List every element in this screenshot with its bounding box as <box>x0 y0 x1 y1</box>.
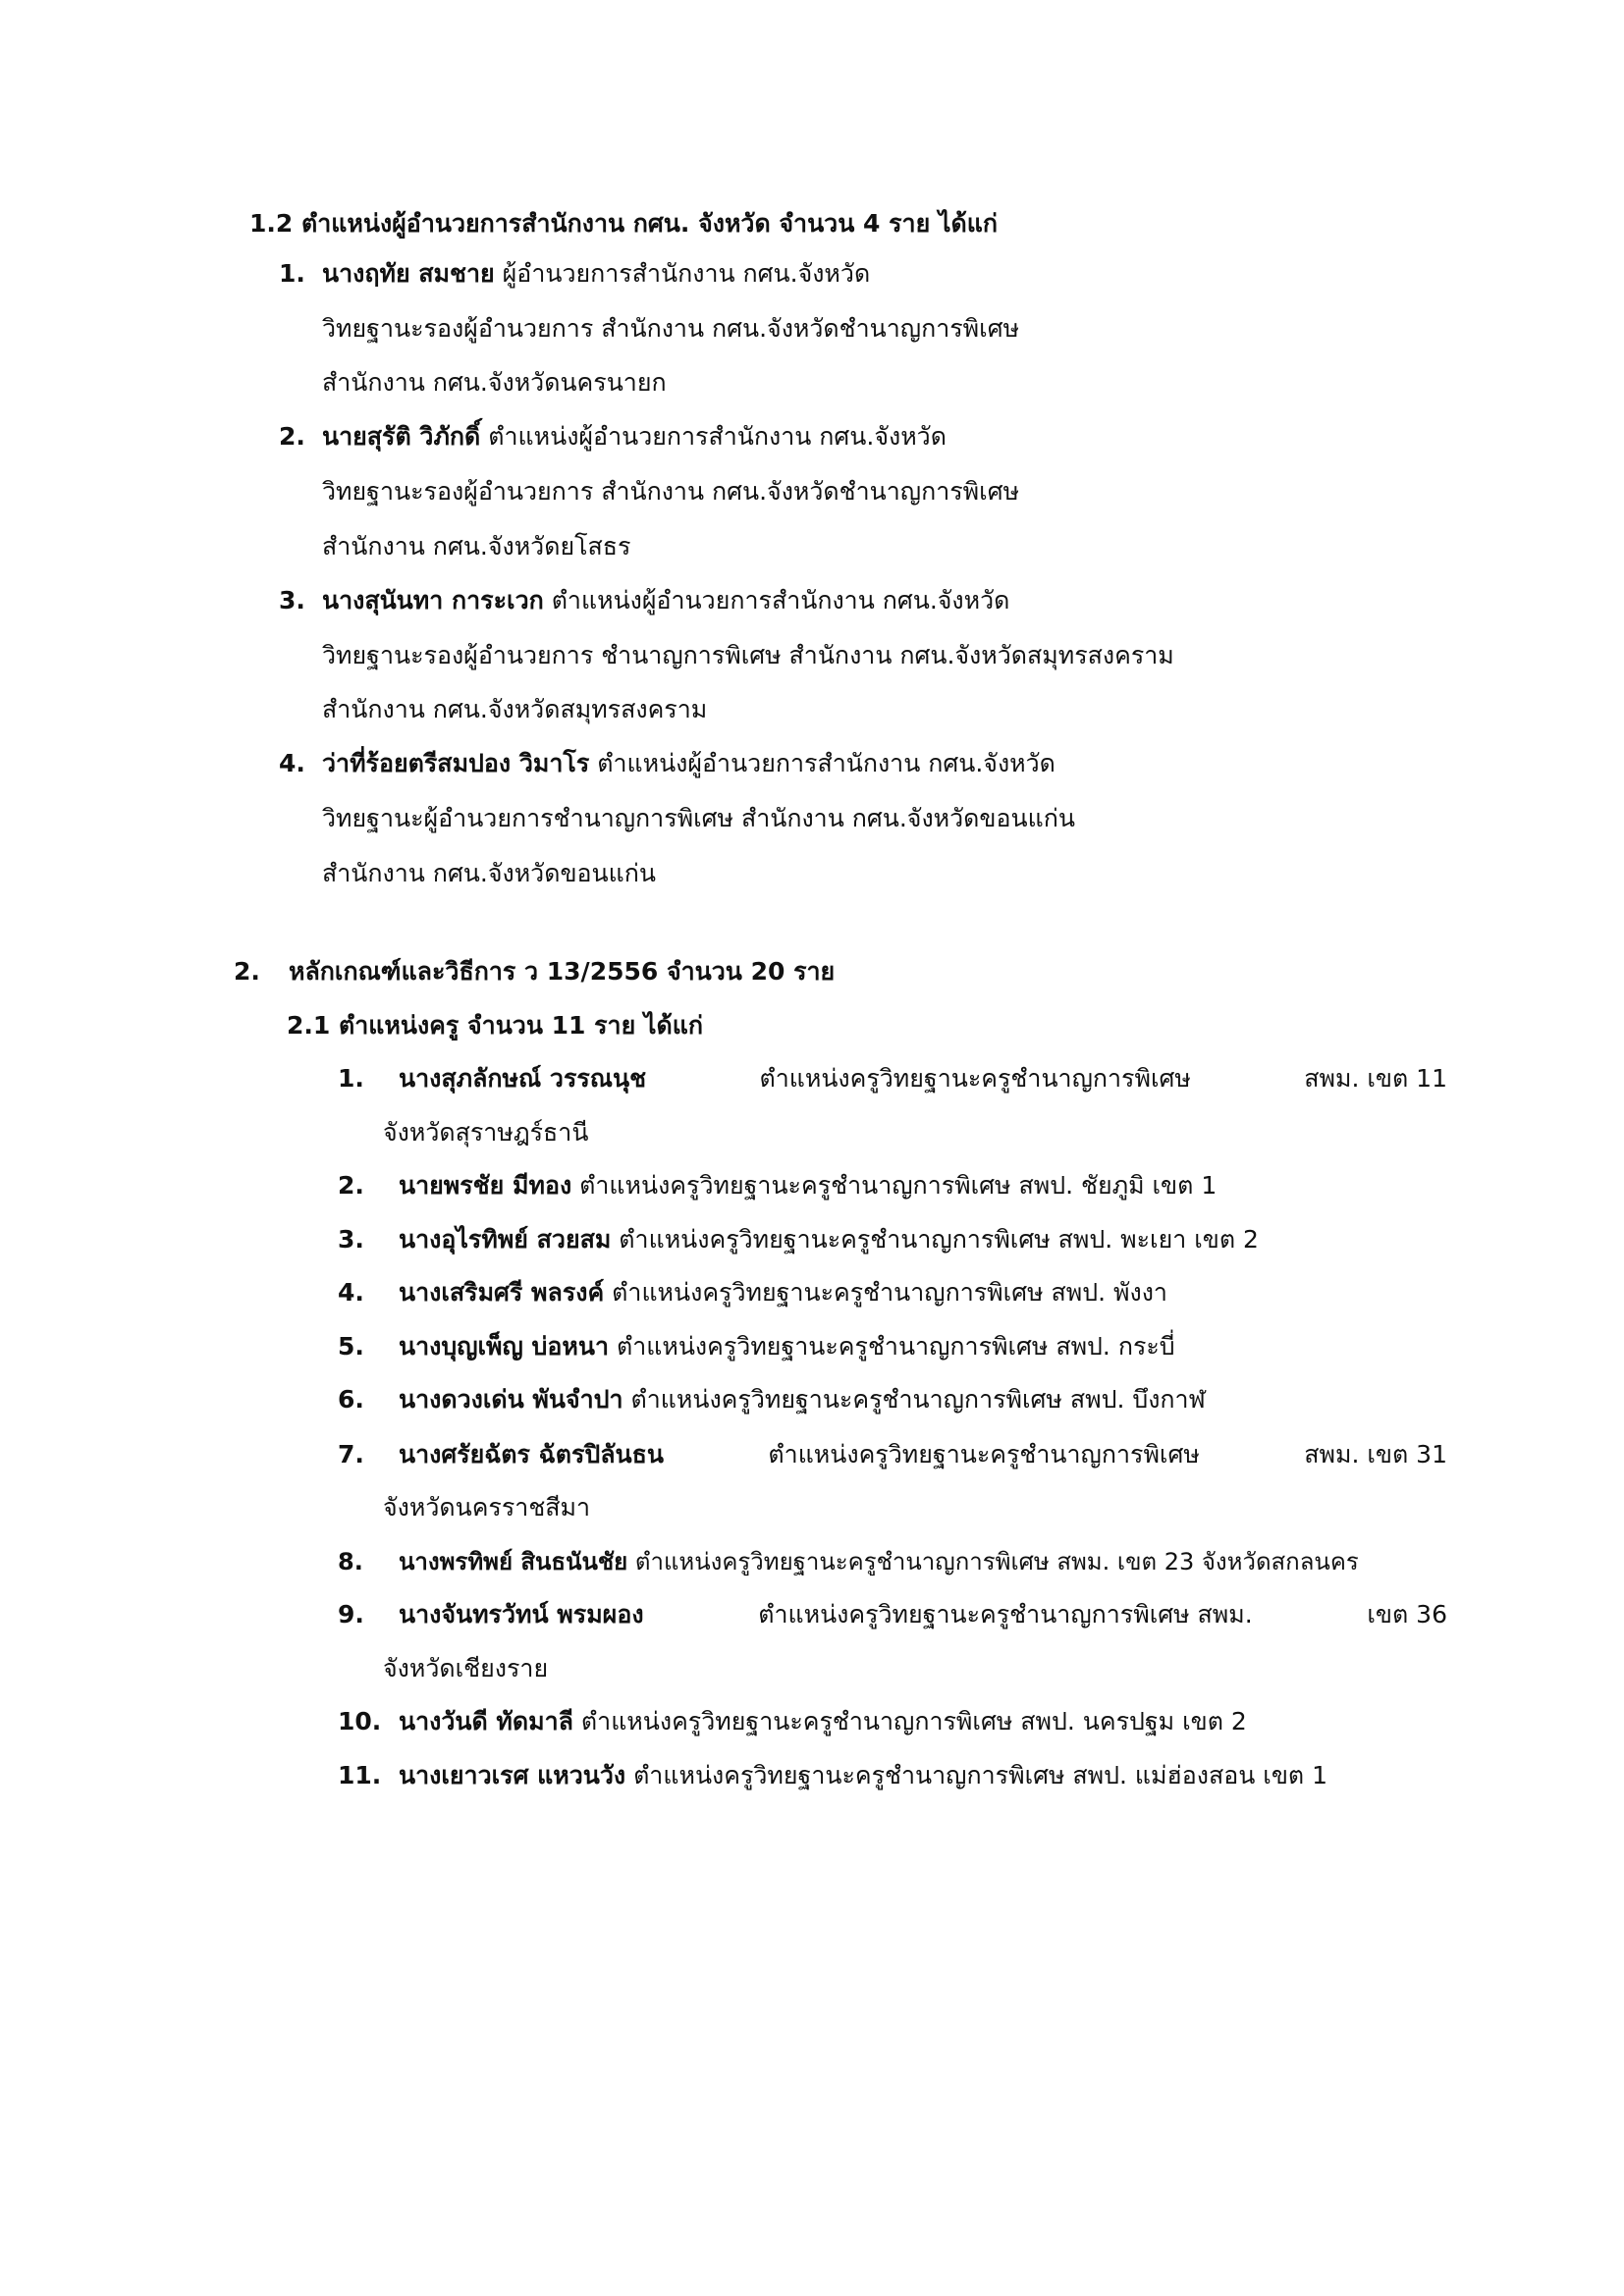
list-item <box>279 584 1009 617</box>
list-item <box>338 1169 1217 1202</box>
position-text: ตำแหน่งครูวิทยฐานะครูชำนาญการพิเศษ สพม. <box>758 1600 1253 1629</box>
list-item <box>338 1705 1247 1738</box>
item-number: 3. <box>338 1225 364 1254</box>
item-number: 4. <box>279 749 305 777</box>
person-name: นางอุไรทิพย์ สวยสม <box>399 1225 612 1254</box>
item-detail-line: สำนักงาน กศน.จังหวัดยโสธร <box>322 532 631 561</box>
list-item <box>338 1598 1447 1631</box>
position-text: ตำแหน่งครูวิทยฐานะครูชำนาญการพิเศษ สพป. ชัยภูมิ เขต 1 <box>571 1171 1218 1200</box>
item-detail-line: วิทยฐานะรองผู้อำนวยการ ชำนาญการพิเศษ สำนักงาน กศน.จังหวัดสมุทรสงคราม <box>322 641 1174 669</box>
item-number: 5. <box>338 1332 364 1361</box>
person-name: นางสุภลักษณ์ วรรณนุช <box>399 1064 647 1093</box>
list-item <box>338 1383 1206 1416</box>
item-number: 8. <box>338 1548 363 1575</box>
position-text: ตำแหน่งครูวิทยฐานะครูชำนาญการพิเศษ สพป. กระบี่ <box>609 1332 1175 1361</box>
item-detail-line: วิทยฐานะรองผู้อำนวยการ สำนักงาน กศน.จังหวัดชำนาญการพิเศษ <box>322 477 1020 506</box>
list-item <box>279 420 947 454</box>
item-number: 10. <box>338 1707 382 1735</box>
item-detail-line: สำนักงาน กศน.จังหวัดสมุทรสงคราม <box>322 695 708 723</box>
person-name: นางวันดี ทัดมาลี <box>399 1707 573 1735</box>
item-number: 6. <box>338 1385 364 1414</box>
item-number: 1. <box>338 1064 364 1093</box>
person-name: นางศรัยฉัตร ฉัตรปิลันธน <box>399 1440 664 1468</box>
item-number: 4. <box>338 1278 364 1307</box>
item-number: 2. <box>338 1171 364 1200</box>
person-name: นางสุนันทา การะเวก <box>322 586 544 614</box>
person-name: นางพรทิพย์ สินธนันชัย <box>399 1548 628 1575</box>
person-name: นางฤทัย สมชาย <box>322 259 495 288</box>
position-text: ตำแหน่งผู้อำนวยการสำนักงาน กศน.จังหวัด <box>589 749 1056 777</box>
position-text: ตำแหน่งครูวิทยฐานะครูชำนาญการพิเศษ <box>759 1064 1191 1093</box>
item-detail-line: สำนักงาน กศน.จังหวัดนครนายก <box>322 368 667 397</box>
item-detail-line: จังหวัดนครราชสีมา <box>383 1493 591 1522</box>
position-text: ตำแหน่งครูวิทยฐานะครูชำนาญการพิเศษ สพป. นครปฐม เขต 2 <box>572 1707 1247 1735</box>
list-item <box>338 1276 1167 1309</box>
person-name: นางเสริมศรี พลรงค์ <box>399 1278 605 1307</box>
list-item <box>338 1223 1259 1256</box>
list-item <box>338 1545 1359 1578</box>
position-text: ตำแหน่งครูวิทยฐานะครูชำนาญการพิเศษ <box>768 1440 1200 1468</box>
position-text: ตำแหน่งครูวิทยฐานะครูชำนาญการพิเศษ สพป. บึงกาฬ <box>623 1385 1206 1414</box>
item-detail-line: จังหวัดเชียงราย <box>383 1654 549 1682</box>
office-text: เขต 36 <box>1367 1600 1447 1629</box>
person-name: นายสุรัติ วิภักดิ์ <box>322 422 481 451</box>
list-item <box>338 1062 1447 1095</box>
item-detail-line: จังหวัดสุราษฎร์ธานี <box>383 1118 589 1147</box>
section-2-1-heading: 2.1 ตำแหน่งครู จำนวน 11 ราย ได้แก่ <box>287 1011 703 1040</box>
office-text: สพม. เขต 31 <box>1304 1440 1447 1468</box>
section-title: หลักเกณฑ์และวิธีการ ว 13/2556 จำนวน 20 ราย <box>289 957 836 986</box>
list-item <box>279 257 870 291</box>
person-name: นางดวงเด่น พันจำปา <box>399 1385 623 1414</box>
section-2-heading <box>234 955 835 988</box>
position-text: ตำแหน่งผู้อำนวยการสำนักงาน กศน.จังหวัด <box>543 586 1010 614</box>
item-number: 2. <box>279 422 305 451</box>
item-detail-line: สำนักงาน กศน.จังหวัดขอนแก่น <box>322 859 656 887</box>
person-name: นายพรชัย มีทอง <box>399 1171 572 1200</box>
position-text: ตำแหน่งผู้อำนวยการสำนักงาน กศน.จังหวัด <box>480 422 947 451</box>
position-text: ตำแหน่งครูวิทยฐานะครูชำนาญการพิเศษ สพม. เขต 23 จังหวัดสกลนคร <box>627 1548 1359 1575</box>
item-number: 11. <box>338 1761 382 1789</box>
item-number: 7. <box>338 1440 364 1468</box>
person-name: นางบุญเพ็ญ บ่อหนา <box>399 1332 610 1361</box>
position-text: ผู้อำนวยการสำนักงาน กศน.จังหวัด <box>494 259 871 288</box>
person-name: ว่าที่ร้อยตรีสมปอง วิมาโร <box>322 749 590 777</box>
list-item <box>338 1438 1447 1471</box>
section-number: 2. <box>234 957 260 986</box>
list-item <box>279 747 1056 780</box>
list-item <box>338 1330 1175 1363</box>
person-name: นางจันทรวัทน์ พรมผอง <box>399 1600 644 1629</box>
item-detail-line: วิทยฐานะรองผู้อำนวยการ สำนักงาน กศน.จังหวัดชำนาญการพิเศษ <box>322 314 1020 343</box>
position-text: ตำแหน่งครูวิทยฐานะครูชำนาญการพิเศษ สพป. แม่ฮ่องสอน เขต 1 <box>625 1761 1328 1789</box>
list-item <box>338 1759 1327 1792</box>
item-number: 1. <box>279 259 305 288</box>
section-1-2-heading: 1.2 ตำแหน่งผู้อำนวยการสำนักงาน กศน. จังหวัด จำนวน 4 ราย ได้แก่ <box>249 209 998 238</box>
office-text: สพม. เขต 11 <box>1304 1064 1447 1093</box>
person-name: นางเยาวเรศ แหวนวัง <box>399 1761 626 1789</box>
position-text: ตำแหน่งครูวิทยฐานะครูชำนาญการพิเศษ สพป. พะเยา เขต 2 <box>611 1225 1259 1254</box>
item-number: 9. <box>338 1600 364 1629</box>
position-text: ตำแหน่งครูวิทยฐานะครูชำนาญการพิเศษ สพป. พังงา <box>604 1278 1167 1307</box>
item-detail-line: วิทยฐานะผู้อำนวยการชำนาญการพิเศษ สำนักงาน กศน.จังหวัดขอนแก่น <box>322 804 1075 832</box>
item-number: 3. <box>279 586 305 614</box>
